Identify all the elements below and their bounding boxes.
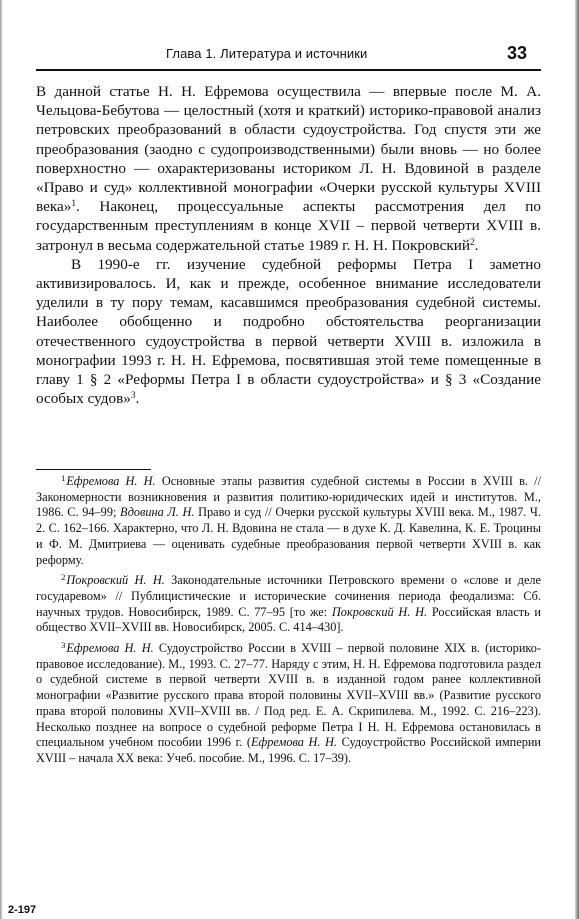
- footnote-ref-3[interactable]: 3: [130, 391, 136, 402]
- footnote-1: [36, 471, 541, 568]
- footnotes: [36, 471, 541, 769]
- paragraph-1-text: В данной статье Н. Н. Ефремова осуществила — впервые после М. А. Чельцова-Бебутова — целостный (хотя и краткий) историко-правовой анализ петровских преобразований в области судоустройства. Год спустя эти же преобразования (заодно с судопроизводственными) были вновь — но более поверхностно — охарактеризованы историком Л. Н. Вдовиной в разделе «Право и суд» коллективной монографии «Очерки русской культуры XVIII века»: [36, 83, 541, 216]
- scan-right-edge: [575, 0, 579, 919]
- footnote-marker: 2: [61, 572, 66, 583]
- footnote-marker: 3: [61, 640, 66, 650]
- footnote-text: Основные этапы развития судебной системы в России в XVIII в. // Закономерности возникновения и развития политико-юридических идей и институтов. М., 1986. С. 94–99;: [36, 473, 541, 520]
- footnote-rule: [36, 469, 151, 470]
- paragraph-1: [36, 82, 541, 255]
- paragraph-1-end: .: [474, 236, 479, 254]
- footnote-text: Судоустройство Российской империи XVIII – начала XX века: Учеб. пособие. М., 1996. С. 17–39).: [36, 735, 542, 765]
- footnote-author: Ефремова Н. Н.: [66, 640, 154, 655]
- page-number: 33: [506, 43, 527, 63]
- footnote-author: Покровский Н. Н.: [66, 573, 165, 588]
- footnote-text: Судоустройство России в XVIII – первой половине XIX в. (историко-правовое исследование). М., 1993. С. 27–77. Наряду с этим, Н. Н. Ефремова подготовила раздел о судебной системе в первой четверти XVIII в. в изданной годом ранее коллективной монографии «Развитие русского права второй половины XVII–XVIII вв.» (Развитие русского права второй половины XVII–XVIII вв. / Под ред. Е. А. Скрипилева. М., 1992. С. 216–223). Несколько позднее на вопросе о судебной реформе Петра I Н. Н. Ефремова остановилась в специальном учебном пособии 1996 г. (: [36, 640, 541, 750]
- signature-mark: 2-197: [8, 904, 37, 916]
- footnote-text: Право и суд // Очерки русской культуры XVIII века. М., 1987. Ч. 2. С. 162–166. Характерно, что Л. Н. Вдовина не стала — в духе К. Д. Кавелина, К. Е. Троцины и Ф. М. Дмитриева — оценивать судебные преобразования первой четверти XVIII в. как реформу.: [36, 505, 541, 567]
- footnote-author: Ефремова Н. Н.: [66, 473, 156, 488]
- footnote-2: [36, 570, 541, 636]
- paragraph-1-mid: . Наконец, процессуальные аспекты рассмотрения дел по государственным преступлениям в конце XVII – первой четверти XVIII в. затронул в весьма содержательной статье 1989 г. Н. Н. Покровский: [36, 198, 541, 254]
- paragraph-2-text: В 1990-е гг. изучение судебной реформы Петра I заметно активизировалось. И, как и прежде, особенное внимание исследователи уделили в ту пору темам, касавшимся преобразования судебной системы. Наиболее обобщенно и подробно обстоятельства реорганизации отечественного судоустройства в первой четверти XVIII в. изложила в монографии 1993 г. Н. Н. Ефремова, посвятившая этой теме помещенные в главу 1 § 2 «Реформы Петра I в области судоустройства» и § 3 «Создание особых судов»: [36, 255, 541, 408]
- paragraph-2: [36, 255, 541, 409]
- scan-left-edge: [0, 0, 3, 919]
- footnote-marker: 1: [61, 473, 66, 483]
- paragraph-2-end: .: [135, 390, 140, 408]
- footnote-author: Ефремова Н. Н.: [250, 735, 338, 750]
- footnote-author: Покровский Н. Н.: [331, 604, 428, 619]
- running-header: [36, 42, 541, 68]
- footnote-ref-1[interactable]: 1: [71, 199, 77, 210]
- footnote-ref-2[interactable]: 2: [470, 237, 475, 248]
- footnote-3: [36, 638, 541, 767]
- main-text: [36, 82, 541, 408]
- chapter-title: Глава 1. Литература и источники: [166, 46, 368, 61]
- header-rule: [36, 69, 541, 71]
- footnote-author: Вдовина Л. Н.: [120, 505, 195, 520]
- footnote-text: Российская власть и общество XVII–XVIII вв. Новосибирск, 2005. С. 414–430].: [36, 604, 541, 635]
- footnote-text: Законодательные источники Петровского времени о «слове и деле государевом» // Публицистические и исторические сочинения периода феодализма: Сб. научных трудов. Новосибирск, 1989. С. 77–95 [то же:: [36, 573, 541, 619]
